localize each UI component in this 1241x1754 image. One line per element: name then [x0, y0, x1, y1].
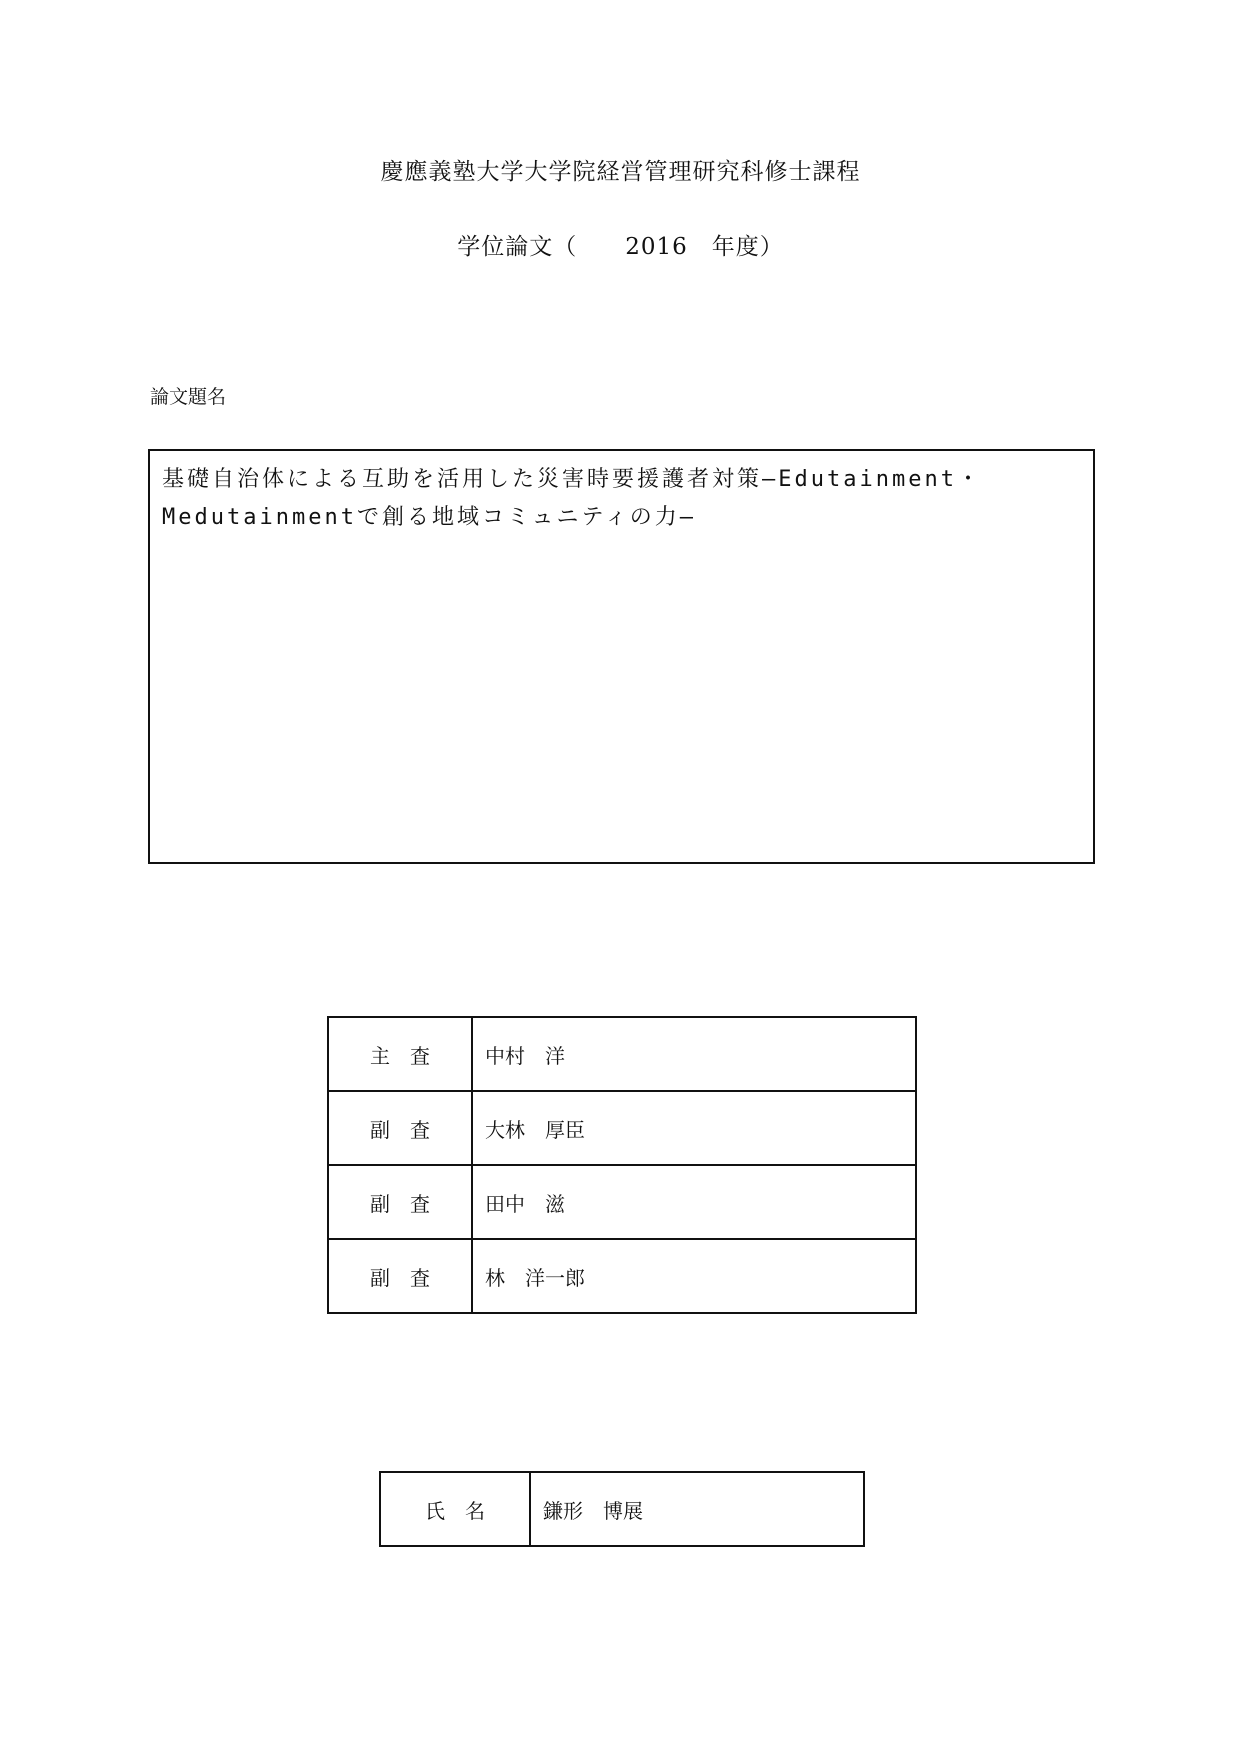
examiner-name: 田中 滋 [472, 1165, 916, 1239]
examiner-name: 林 洋一郎 [472, 1239, 916, 1313]
thesis-title-text [162, 461, 1081, 537]
examiner-role: 主 査 [328, 1017, 472, 1091]
examiner-role: 副 査 [328, 1165, 472, 1239]
examiner-role: 副 査 [328, 1091, 472, 1165]
examiners-table [327, 1016, 917, 1314]
thesis-title-line-2: Medutainmentで創る地域コミュニティの力― [162, 505, 696, 530]
thesis-title-box [148, 449, 1095, 864]
table-row [328, 1239, 916, 1313]
examiner-name: 中村 洋 [472, 1017, 916, 1091]
thesis-title-label: 論文題名 [150, 386, 227, 408]
author-table [379, 1471, 865, 1547]
thesis-title-line-1: 基礎自治体による互助を活用した災害時要援護者対策―Edutainment・ [162, 467, 982, 492]
author-role: 氏 名 [380, 1472, 530, 1546]
degree-year-line: 学位論文（ 2016 年度） [457, 234, 784, 260]
table-row [328, 1165, 916, 1239]
table-row [380, 1472, 864, 1546]
institution-header: 慶應義塾大学大学院経営管理研究科修士課程 [380, 159, 861, 185]
table-row [328, 1091, 916, 1165]
examiner-role: 副 査 [328, 1239, 472, 1313]
author-name: 鎌形 博展 [530, 1472, 864, 1546]
table-row [328, 1017, 916, 1091]
examiner-name: 大林 厚臣 [472, 1091, 916, 1165]
